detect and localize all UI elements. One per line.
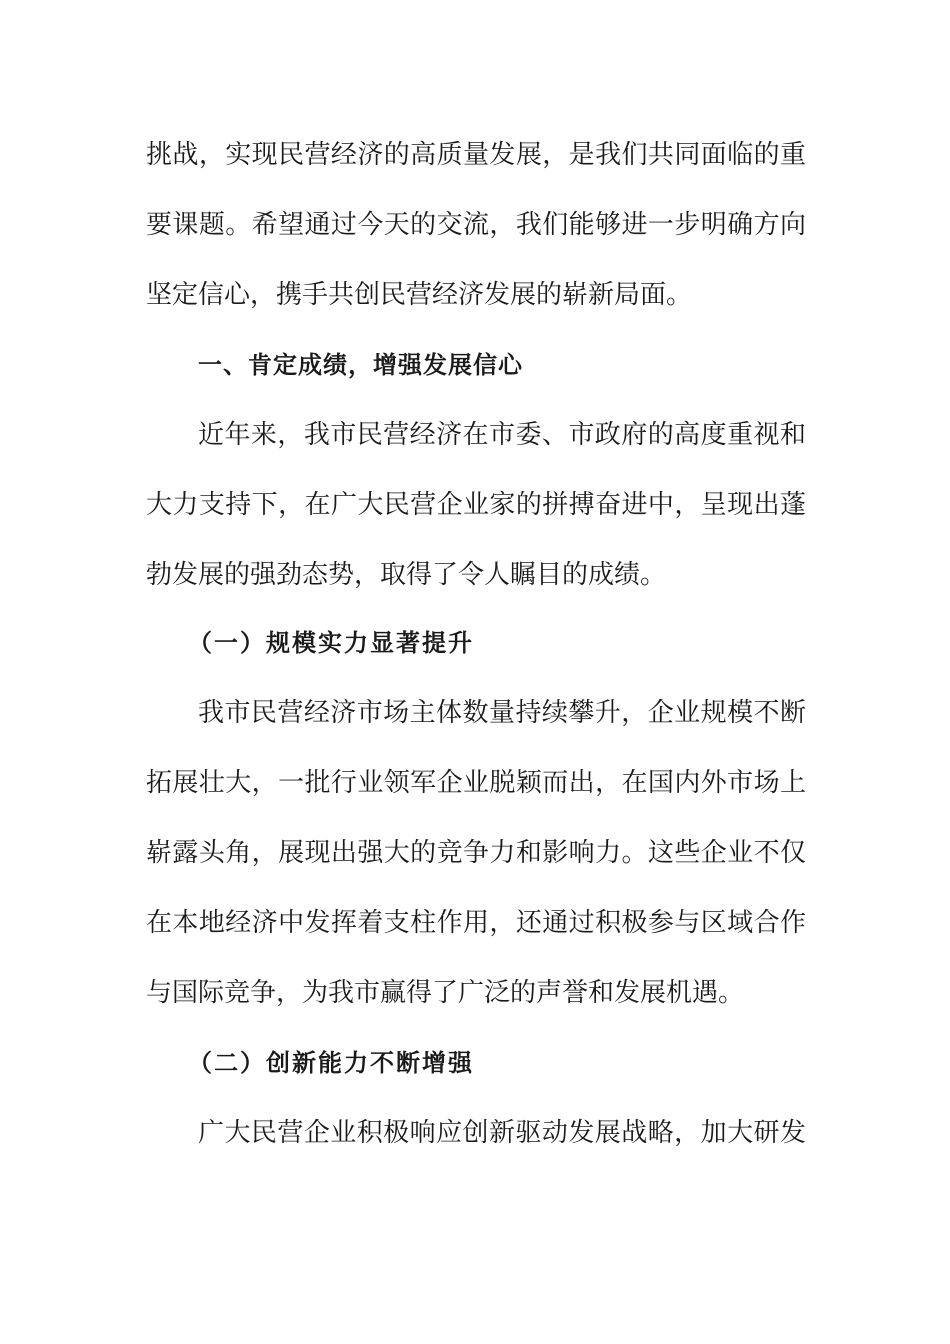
paragraph-line: 勃发展的强劲态势，取得了令人瞩目的成绩。 — [146, 560, 667, 590]
paragraph-line: 崭露头角，展现出强大的竞争力和影响力。这些企业不仅 — [146, 838, 806, 868]
paragraph-line: 在本地经济中发挥着支柱作用，还通过积极参与区域合作 — [146, 908, 806, 938]
subsection-heading: （一）规模实力显著提升 — [188, 628, 474, 657]
paragraph-line: 拓展壮大，一批行业领军企业脱颖而出，在国内外市场上 — [146, 768, 806, 798]
section-heading: 一、肯定成绩，增强发展信心 — [198, 351, 523, 379]
paragraph-line: 我市民营经济市场主体数量持续攀升，企业规模不断 — [198, 698, 806, 728]
paragraph-line: 大力支持下，在广大民营企业家的拼搏奋进中，呈现出蓬 — [146, 490, 806, 520]
paragraph-line: 与国际竞争，为我市赢得了广泛的声誉和发展机遇。 — [146, 978, 745, 1008]
paragraph-line: 挑战，实现民营经济的高质量发展，是我们共同面临的重 — [146, 140, 806, 170]
paragraph-line: 广大民营企业积极响应创新驱动发展战略，加大研发 — [198, 1118, 806, 1148]
paragraph-line: 近年来，我市民营经济在市委、市政府的高度重视和 — [198, 420, 806, 450]
paragraph-line: 坚定信心，携手共创民营经济发展的崭新局面。 — [146, 280, 693, 310]
paragraph-line: 要课题。希望通过今天的交流，我们能够进一步明确方向 — [146, 210, 806, 240]
subsection-heading: （二）创新能力不断增强 — [188, 1048, 474, 1077]
